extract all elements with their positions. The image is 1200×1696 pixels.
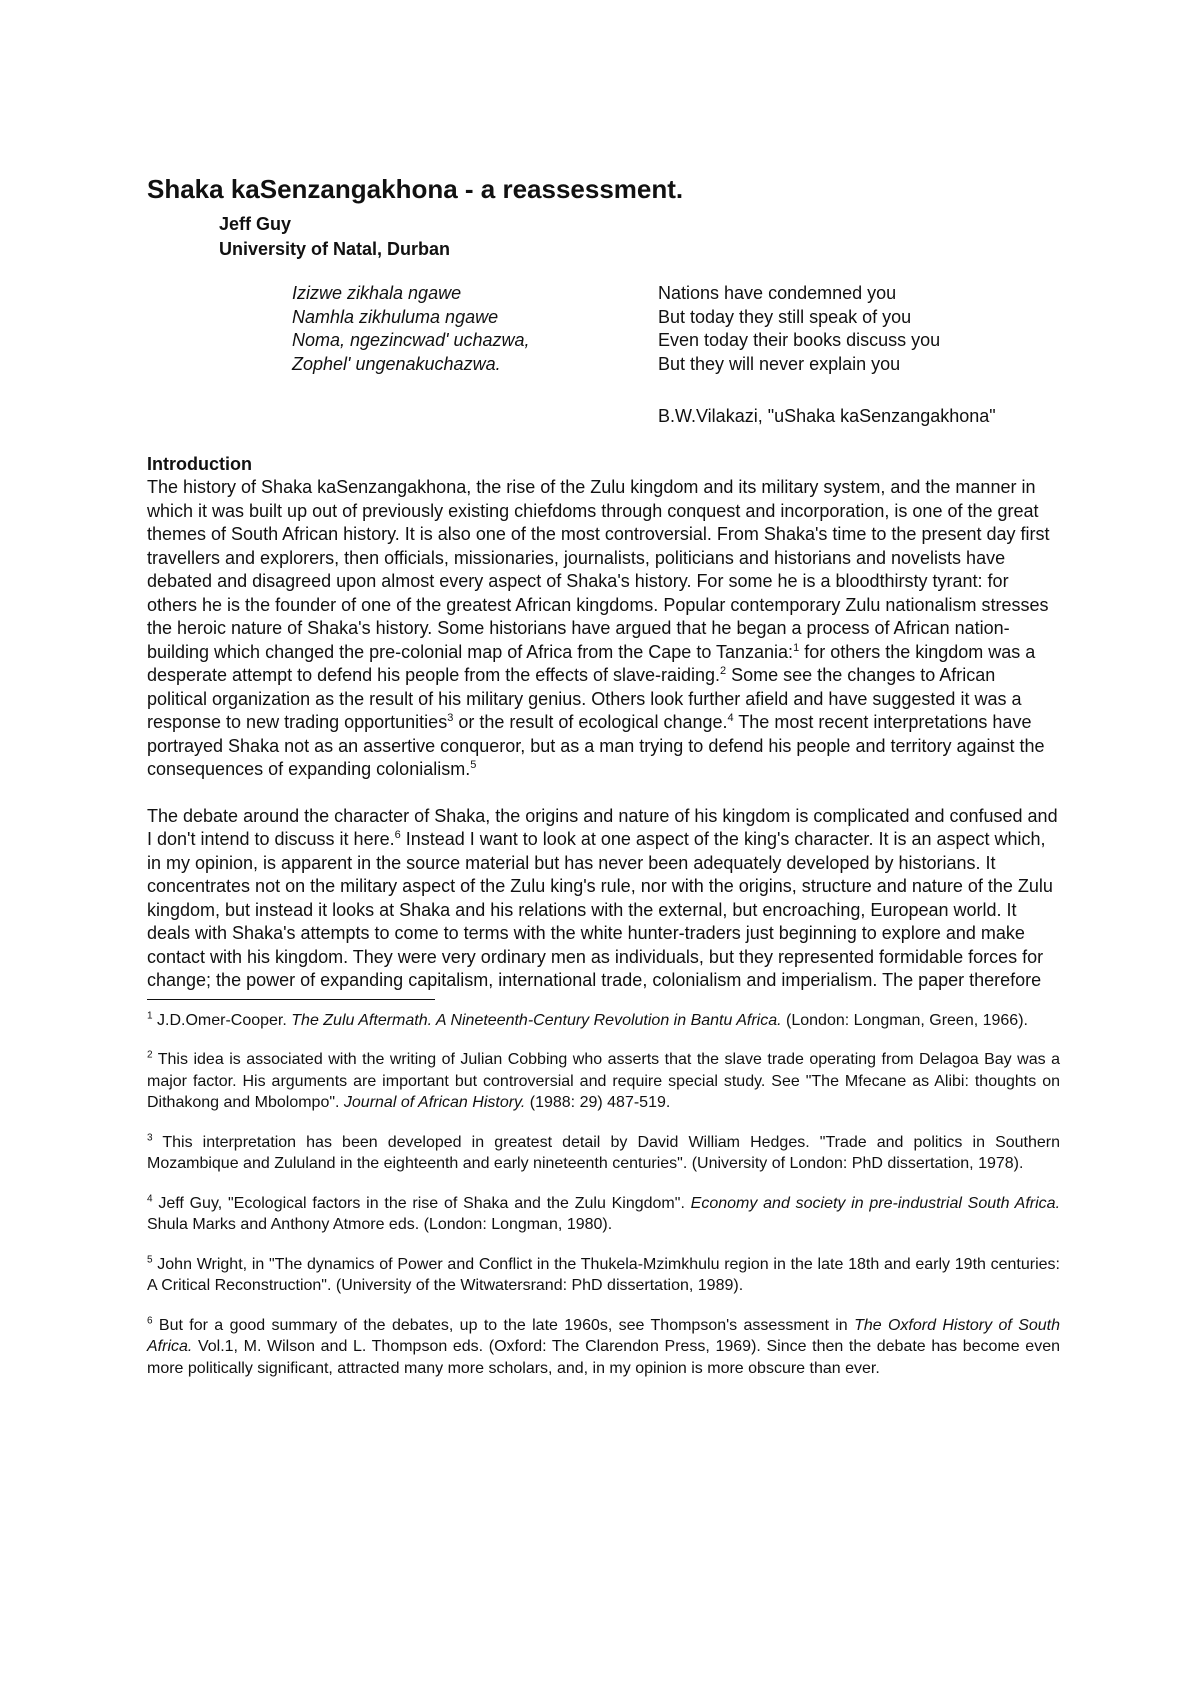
footnote-number: 4 — [147, 1193, 153, 1205]
paragraph-text: for others the kingdom was a desperate attempt to defend his people from the effects of slave-raiding. — [147, 641, 1036, 685]
author-affiliation: University of Natal, Durban — [219, 239, 451, 259]
paragraph-text: Instead I want to look at one aspect of the king's character. It is an aspect which, in my opinion, is apparent in the source material but has never been adequately developed by historians. It concentrates not on the military aspect of the Zulu king's rule, nor with the origins, structure and nature of the Zulu kingdom, but instead it looks at Shaka and his relations with the external, but encroaching, European world. It deals with Shaka's attempts to come to terms with the white hunter-traders just beginning to explore and make contact with his kingdom. They were very ordinary men as individuals, but they represented formidable forces for change; the power of expanding capitalism, international trade, colonialism and imperialism. The paper therefore — [147, 829, 1053, 990]
poem-english-line: Nations have condemned you — [658, 283, 897, 303]
poem-english-line: But they will never explain you — [658, 353, 901, 374]
author-name: Jeff Guy — [219, 214, 292, 234]
poem-zulu-column — [292, 282, 530, 376]
paper-page — [147, 172, 1060, 1397]
poem-zulu-line: Namhla zikhuluma ngawe — [292, 306, 499, 327]
poem-attribution: B.W.Vilakazi, "uShaka kaSenzangakhona" — [658, 406, 996, 426]
body-paragraph-1 — [147, 476, 1060, 782]
poem-english-column — [658, 282, 940, 376]
poem-zulu-line: Zophel' ungenakuchazwa. — [292, 353, 501, 374]
poem-zulu-line: Noma, ngezincwad' uchazwa, — [292, 330, 530, 350]
footnote-ref-3: 3 — [447, 712, 454, 724]
footnote-text: J.D.Omer-Cooper. — [152, 1011, 292, 1029]
footnote-number: 2 — [147, 1049, 153, 1061]
footnote-4 — [147, 1193, 1060, 1236]
footnote-3 — [147, 1132, 1060, 1175]
body-paragraph-2 — [147, 805, 1060, 993]
poem-english-line: But today they still speak of you — [658, 306, 912, 327]
footnote-number: 1 — [147, 1010, 153, 1022]
footnote-number: 6 — [147, 1315, 153, 1327]
footnote-6 — [147, 1315, 1060, 1380]
epigraph-poem — [147, 282, 1060, 394]
footnote-separator — [147, 999, 435, 1000]
footnote-text: John Wright, in "The dynamics of Power and Conflict in the Thukela-Mzimkhulu region in the late 18th and early 19th centuries: A Critical Reconstruction". (University of the Witwatersrand: PhD dissertation, 1989). — [147, 1255, 1060, 1294]
footnote-text: But for a good summary of the debates, up to the late 1960s, see Thompson's assessment in — [152, 1316, 855, 1334]
footnote-text: Jeff Guy, "Ecological factors in the rise of Shaka and the Zulu Kingdom". — [152, 1194, 691, 1212]
paper-title: Shaka kaSenzangakhona - a reassessment. — [147, 174, 684, 204]
section-heading-introduction: Introduction — [147, 454, 252, 474]
paragraph-text: The most recent interpretations have portrayed Shaka not as an assertive conqueror, but as a man trying to defend his people and territory against the consequences of expanding colonialism. — [147, 712, 1045, 779]
footnote-title: The Oxford History of South Africa. — [147, 1316, 1061, 1355]
footnote-ref-1: 1 — [793, 641, 800, 654]
footnote-text: (London: Longman, Green, 1966). — [781, 1011, 1028, 1029]
footnote-number: 5 — [147, 1254, 153, 1266]
paragraph-text: Some see the changes to African political organization as the result of his military genius. Others look further afield and have suggested it was a response to new trading opportunities — [147, 665, 1022, 732]
footnote-2 — [147, 1049, 1060, 1114]
footnote-ref-4: 4 — [727, 712, 734, 724]
footnotes — [147, 1010, 1060, 1380]
poem-zulu-line: Izizwe zikhala ngawe — [292, 283, 462, 303]
footnote-1 — [147, 1010, 1060, 1032]
footnote-title: Journal of African History. — [343, 1094, 526, 1111]
footnote-ref-2: 2 — [720, 665, 727, 677]
footnote-text: This idea is associated with the writing of Julian Cobbing who asserts that the slave trade operating from Delagoa Bay was a major factor. His arguments are important but controversial and require special study. See "The Mfecane as Alibi: thoughts on Dithakong and Mbolompo". — [147, 1051, 1060, 1111]
footnote-text: Vol.1, M. Wilson and L. Thompson eds. (Oxford: The Clarendon Press, 1969). Since then the debate has become even more politically significant, attracted many more scholars, and, in my opinion is more obscure than ever. — [147, 1338, 1060, 1377]
footnote-ref-6: 6 — [394, 829, 401, 841]
footnote-title: The Zulu Aftermath. A Nineteenth-Century Revolution in Bantu Africa. — [291, 1011, 782, 1029]
paragraph-text: or the result of ecological change. — [453, 712, 728, 732]
footnote-text: This interpretation has been developed in greatest detail by David William Hedges. "Trade and politics in Southern Mozambique and Zululand in the eighteenth and early nineteenth centuries". (University of London: PhD dissertation, 1978). — [147, 1133, 1060, 1172]
footnote-number: 3 — [147, 1132, 153, 1144]
footnote-text: Shula Marks and Anthony Atmore eds. (London: Longman, 1980). — [147, 1216, 613, 1233]
footnote-text: (1988: 29) 487-519. — [525, 1094, 671, 1111]
paragraph-text: The debate around the character of Shaka, the origins and nature of his kingdom is complicated and confused and I don't intend to discuss it here. — [147, 805, 1058, 849]
paragraph-text: The history of Shaka kaSenzangakhona, the rise of the Zulu kingdom and its military system, and the manner in which it was built up out of previously existing chiefdoms through conquest and incorporation, is one of the great themes of South African history. It is also one of the most controversial. From Shaka's time to the present day first travellers and explorers, then officials, missionaries, journalists, politicians and historians and novelists have debated and disagreed upon almost every aspect of Shaka's history. For some he is a bloodthirsty tyrant: for others he is the founder of one of the greatest African kingdoms. Popular contemporary Zulu nationalism stresses the heroic nature of Shaka's history. Some historians have argued that he began a process of African nation-building which changed the pre-colonial map of Africa from the Cape to Tanzania: — [147, 477, 1050, 662]
poem-english-line: Even today their books discuss you — [658, 330, 941, 350]
footnote-ref-5: 5 — [470, 759, 477, 771]
footnote-5 — [147, 1254, 1060, 1297]
footnote-title: Economy and society in pre-industrial South Africa. — [690, 1194, 1061, 1212]
